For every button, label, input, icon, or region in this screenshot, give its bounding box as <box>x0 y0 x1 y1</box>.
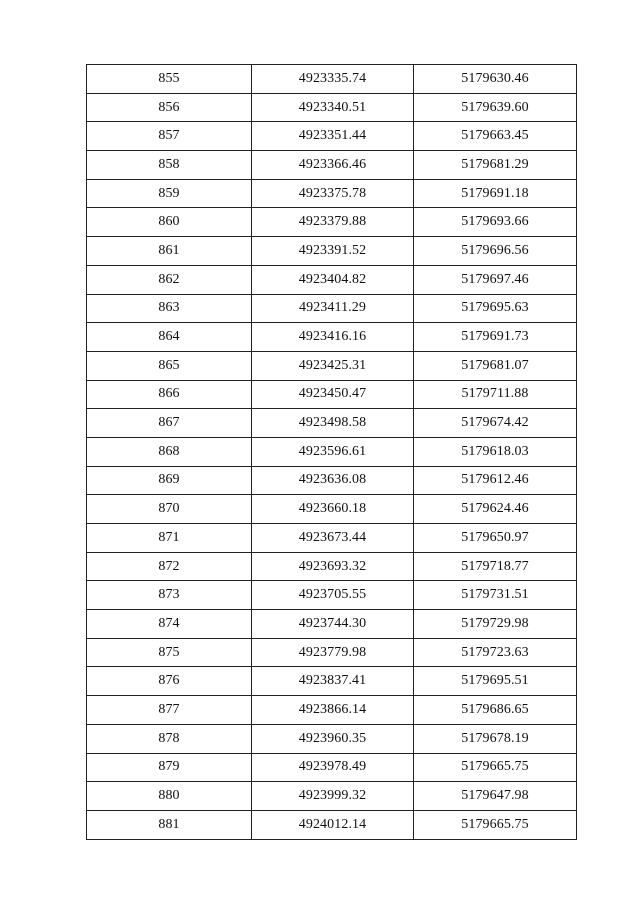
table-row <box>87 151 577 180</box>
table-row <box>87 495 577 524</box>
table-row <box>87 65 577 94</box>
table-row <box>87 638 577 667</box>
y-coordinate-cell: 5179723.63 <box>414 638 577 667</box>
x-coordinate-cell: 4923366.46 <box>252 151 414 180</box>
point-number-cell: 869 <box>87 466 252 495</box>
point-number-cell: 860 <box>87 208 252 237</box>
point-number-cell: 868 <box>87 437 252 466</box>
x-coordinate-cell: 4924012.14 <box>252 810 414 839</box>
x-coordinate-cell: 4923596.61 <box>252 437 414 466</box>
point-number-cell: 880 <box>87 782 252 811</box>
x-coordinate-cell: 4923411.29 <box>252 294 414 323</box>
table-row <box>87 524 577 553</box>
table-row <box>87 122 577 151</box>
table-row <box>87 237 577 266</box>
x-coordinate-cell: 4923416.16 <box>252 323 414 352</box>
x-coordinate-cell: 4923375.78 <box>252 179 414 208</box>
x-coordinate-cell: 4923866.14 <box>252 696 414 725</box>
y-coordinate-cell: 5179686.65 <box>414 696 577 725</box>
table-row <box>87 265 577 294</box>
table-row <box>87 409 577 438</box>
table-row <box>87 667 577 696</box>
x-coordinate-cell: 4923340.51 <box>252 93 414 122</box>
table-row <box>87 208 577 237</box>
x-coordinate-cell: 4923450.47 <box>252 380 414 409</box>
y-coordinate-cell: 5179718.77 <box>414 552 577 581</box>
y-coordinate-cell: 5179665.75 <box>414 810 577 839</box>
y-coordinate-cell: 5179681.29 <box>414 151 577 180</box>
y-coordinate-cell: 5179711.88 <box>414 380 577 409</box>
point-number-cell: 864 <box>87 323 252 352</box>
y-coordinate-cell: 5179691.18 <box>414 179 577 208</box>
x-coordinate-cell: 4923999.32 <box>252 782 414 811</box>
point-number-cell: 858 <box>87 151 252 180</box>
y-coordinate-cell: 5179650.97 <box>414 524 577 553</box>
x-coordinate-cell: 4923693.32 <box>252 552 414 581</box>
table-row <box>87 753 577 782</box>
x-coordinate-cell: 4923391.52 <box>252 237 414 266</box>
table-row <box>87 179 577 208</box>
x-coordinate-cell: 4923379.88 <box>252 208 414 237</box>
point-number-cell: 877 <box>87 696 252 725</box>
point-number-cell: 861 <box>87 237 252 266</box>
y-coordinate-cell: 5179691.73 <box>414 323 577 352</box>
x-coordinate-cell: 4923636.08 <box>252 466 414 495</box>
y-coordinate-cell: 5179695.51 <box>414 667 577 696</box>
x-coordinate-cell: 4923837.41 <box>252 667 414 696</box>
x-coordinate-cell: 4923779.98 <box>252 638 414 667</box>
table-row <box>87 696 577 725</box>
table-row <box>87 724 577 753</box>
y-coordinate-cell: 5179618.03 <box>414 437 577 466</box>
point-number-cell: 867 <box>87 409 252 438</box>
point-number-cell: 865 <box>87 351 252 380</box>
point-number-cell: 857 <box>87 122 252 151</box>
point-number-cell: 872 <box>87 552 252 581</box>
y-coordinate-cell: 5179624.46 <box>414 495 577 524</box>
y-coordinate-cell: 5179639.60 <box>414 93 577 122</box>
point-number-cell: 862 <box>87 265 252 294</box>
x-coordinate-cell: 4923351.44 <box>252 122 414 151</box>
y-coordinate-cell: 5179612.46 <box>414 466 577 495</box>
y-coordinate-cell: 5179696.56 <box>414 237 577 266</box>
x-coordinate-cell: 4923498.58 <box>252 409 414 438</box>
table-row <box>87 437 577 466</box>
y-coordinate-cell: 5179678.19 <box>414 724 577 753</box>
coordinates-table <box>86 64 577 840</box>
x-coordinate-cell: 4923425.31 <box>252 351 414 380</box>
point-number-cell: 876 <box>87 667 252 696</box>
y-coordinate-cell: 5179729.98 <box>414 610 577 639</box>
y-coordinate-cell: 5179695.63 <box>414 294 577 323</box>
x-coordinate-cell: 4923660.18 <box>252 495 414 524</box>
table-row <box>87 581 577 610</box>
table-row <box>87 294 577 323</box>
point-number-cell: 881 <box>87 810 252 839</box>
point-number-cell: 878 <box>87 724 252 753</box>
y-coordinate-cell: 5179674.42 <box>414 409 577 438</box>
x-coordinate-cell: 4923404.82 <box>252 265 414 294</box>
x-coordinate-cell: 4923978.49 <box>252 753 414 782</box>
y-coordinate-cell: 5179663.45 <box>414 122 577 151</box>
table-row <box>87 380 577 409</box>
table-row <box>87 323 577 352</box>
y-coordinate-cell: 5179697.46 <box>414 265 577 294</box>
point-number-cell: 863 <box>87 294 252 323</box>
x-coordinate-cell: 4923744.30 <box>252 610 414 639</box>
table-row <box>87 351 577 380</box>
y-coordinate-cell: 5179681.07 <box>414 351 577 380</box>
point-number-cell: 870 <box>87 495 252 524</box>
table-row <box>87 93 577 122</box>
x-coordinate-cell: 4923335.74 <box>252 65 414 94</box>
point-number-cell: 856 <box>87 93 252 122</box>
y-coordinate-cell: 5179647.98 <box>414 782 577 811</box>
x-coordinate-cell: 4923705.55 <box>252 581 414 610</box>
table-row <box>87 782 577 811</box>
y-coordinate-cell: 5179665.75 <box>414 753 577 782</box>
point-number-cell: 879 <box>87 753 252 782</box>
point-number-cell: 874 <box>87 610 252 639</box>
coordinates-table-body <box>87 65 577 840</box>
table-row <box>87 810 577 839</box>
x-coordinate-cell: 4923960.35 <box>252 724 414 753</box>
table-row <box>87 552 577 581</box>
point-number-cell: 875 <box>87 638 252 667</box>
point-number-cell: 866 <box>87 380 252 409</box>
point-number-cell: 859 <box>87 179 252 208</box>
y-coordinate-cell: 5179630.46 <box>414 65 577 94</box>
point-number-cell: 871 <box>87 524 252 553</box>
table-row <box>87 610 577 639</box>
y-coordinate-cell: 5179731.51 <box>414 581 577 610</box>
y-coordinate-cell: 5179693.66 <box>414 208 577 237</box>
point-number-cell: 873 <box>87 581 252 610</box>
point-number-cell: 855 <box>87 65 252 94</box>
x-coordinate-cell: 4923673.44 <box>252 524 414 553</box>
table-row <box>87 466 577 495</box>
